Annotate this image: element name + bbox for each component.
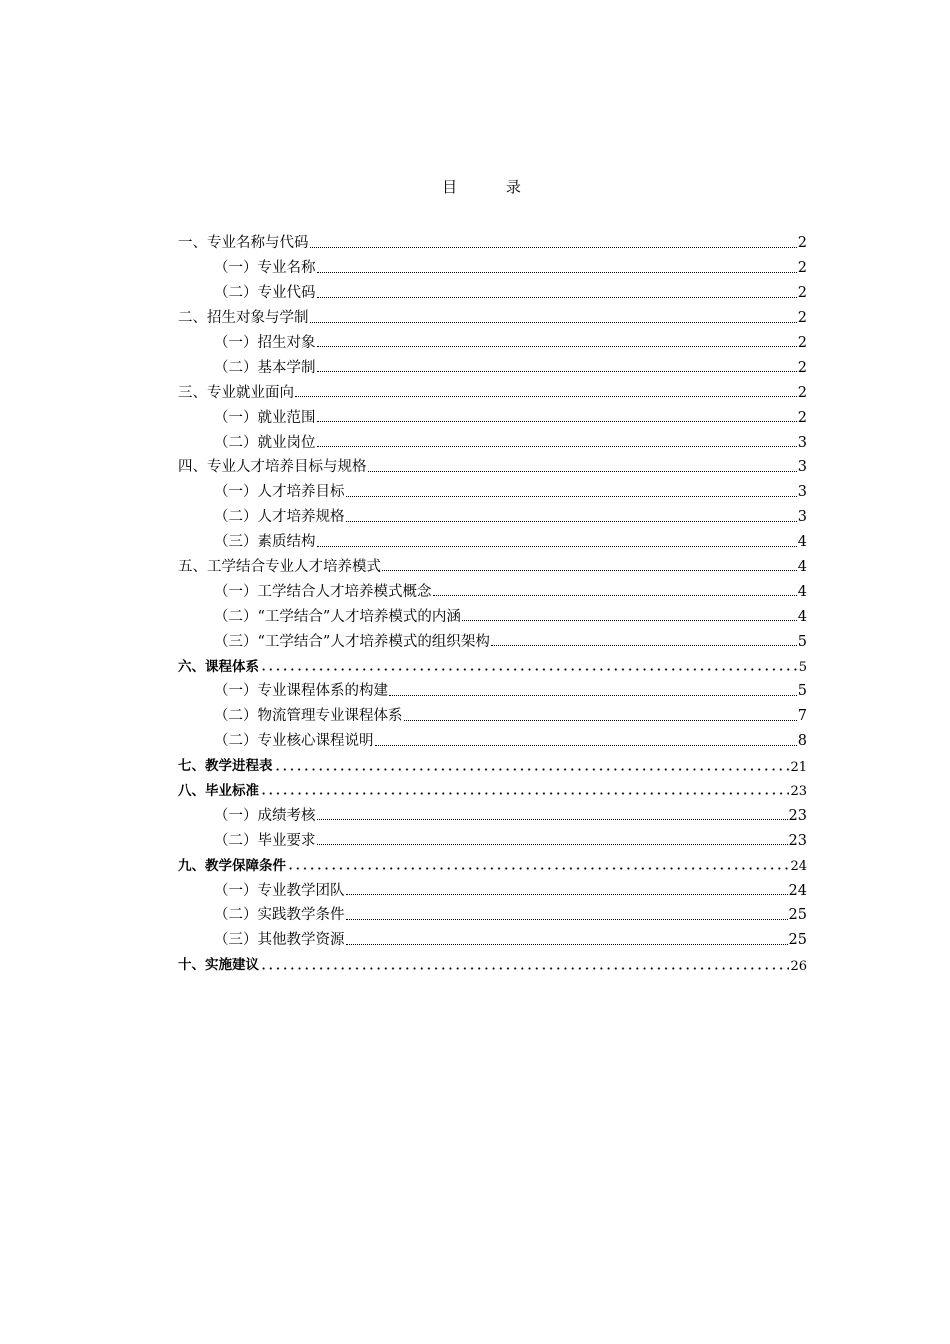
toc-entry[interactable] (178, 674, 807, 699)
toc-entry-page-number: 24 (788, 882, 807, 899)
toc-entry[interactable] (178, 624, 807, 649)
toc-entry-page-number: 2 (797, 260, 807, 277)
toc-entry-title: （二）毕业要求 (214, 832, 316, 849)
toc-entry-title: （三）素质结构 (214, 534, 316, 551)
toc-leader-dots (346, 894, 788, 895)
toc-entry[interactable] (178, 823, 807, 848)
toc-entry[interactable] (178, 649, 807, 674)
toc-entry-title: 十、实施建议 (178, 957, 259, 974)
toc-entry-title: 八、毕业标准 (178, 782, 259, 799)
toc-entry-page-number: 7 (797, 708, 807, 725)
toc-entry-title: 四、专业人才培养目标与规格 (178, 459, 367, 476)
toc-entry-page-number: 25 (788, 932, 807, 949)
toc-entry-page-number: 2 (797, 359, 807, 376)
toc-entry-page-number: 21 (790, 759, 807, 775)
toc-entry-title: （二）物流管理专业课程体系 (214, 708, 403, 725)
toc-leader-dots (368, 471, 797, 472)
toc-entry-page-number: 26 (790, 958, 807, 974)
toc-entry-page-number: 24 (790, 859, 807, 875)
toc-leader-dots (375, 745, 797, 746)
toc-entry[interactable] (178, 350, 807, 375)
toc-entry-page-number: 4 (797, 608, 807, 625)
toc-entry[interactable] (178, 500, 807, 525)
toc-leader-dots (433, 595, 797, 596)
toc-entry-title: 一、专业名称与代码 (178, 235, 309, 252)
toc-leader-dots (404, 720, 797, 721)
toc-leader-dots (317, 297, 797, 298)
toc-entry[interactable] (178, 450, 807, 475)
toc-entry[interactable] (178, 425, 807, 450)
toc-leader-dots (317, 346, 797, 347)
toc-entry-title: （一）工学结合人才培养模式概念 (214, 583, 432, 600)
toc-leader-dots (274, 768, 790, 771)
toc-leader-dots (346, 496, 797, 497)
toc-entry-title: 二、招生对象与学制 (178, 310, 309, 327)
toc-entry[interactable] (178, 550, 807, 575)
toc-entry-title: 七、教学进程表 (178, 758, 273, 775)
toc-leader-dots (491, 645, 797, 646)
toc-leader-dots (462, 620, 797, 621)
toc-leader-dots (317, 272, 797, 273)
toc-leader-dots (260, 668, 798, 671)
toc-entry[interactable] (178, 276, 807, 301)
toc-entry-page-number: 2 (797, 285, 807, 302)
toc-entry-title: （一）人才培养目标 (214, 484, 345, 501)
toc-entry-page-number: 5 (798, 660, 807, 676)
toc-entry-title: （一）招生对象 (214, 334, 316, 351)
toc-leader-dots (317, 371, 797, 372)
toc-entry-page-number: 3 (797, 459, 807, 476)
toc-entry[interactable] (178, 574, 807, 599)
toc-entry[interactable] (178, 948, 807, 973)
toc-entry-title: （一）成绩考核 (214, 807, 316, 824)
toc-entry-title: （一）专业课程体系的构建 (214, 683, 388, 700)
toc-entry-title: （一）专业名称 (214, 260, 316, 277)
toc-entry-page-number: 4 (797, 558, 807, 575)
toc-entry[interactable] (178, 375, 807, 400)
toc-entry-title: （一）就业范围 (214, 409, 316, 426)
toc-entry-page-number: 2 (797, 384, 807, 401)
toc-entry-title: （二）人才培养规格 (214, 509, 345, 526)
table-of-contents (178, 226, 807, 973)
toc-leader-dots (295, 396, 797, 397)
toc-entry[interactable] (178, 699, 807, 724)
toc-entry-title: （三）“工学结合”人才培养模式的组织架构 (214, 633, 490, 650)
toc-entry-page-number: 23 (788, 807, 807, 824)
toc-entry[interactable] (178, 798, 807, 823)
toc-entry-page-number: 2 (797, 235, 807, 252)
toc-leader-dots (287, 867, 789, 870)
toc-entry[interactable] (178, 326, 807, 351)
toc-entry[interactable] (178, 923, 807, 948)
toc-entry-title: （二）专业核心课程说明 (214, 733, 374, 750)
toc-entry[interactable] (178, 251, 807, 276)
toc-entry[interactable] (178, 873, 807, 898)
toc-leader-dots (317, 844, 788, 845)
toc-entry-title: 三、专业就业面向 (178, 384, 294, 401)
toc-entry[interactable] (178, 774, 807, 799)
toc-entry-page-number: 3 (797, 509, 807, 526)
toc-entry-title: （一）专业教学团队 (214, 882, 345, 899)
toc-entry[interactable] (178, 599, 807, 624)
toc-entry-page-number: 3 (797, 434, 807, 451)
toc-entry[interactable] (178, 898, 807, 923)
toc-entry-title: （二）就业岗位 (214, 434, 316, 451)
toc-leader-dots (260, 792, 789, 795)
toc-entry-title: （二）“工学结合”人才培养模式的内涵 (214, 608, 461, 625)
toc-leader-dots (310, 247, 797, 248)
toc-entry-page-number: 8 (797, 733, 807, 750)
toc-entry-title: 九、教学保障条件 (178, 857, 286, 874)
toc-entry[interactable] (178, 400, 807, 425)
toc-entry-page-number: 23 (790, 784, 807, 800)
toc-entry[interactable] (178, 475, 807, 500)
toc-entry-title: （二）基本学制 (214, 359, 316, 376)
toc-entry[interactable] (178, 226, 807, 251)
toc-entry-page-number: 5 (797, 633, 807, 650)
toc-leader-dots (310, 322, 797, 323)
toc-entry[interactable] (178, 724, 807, 749)
toc-entry-title: （三）其他教学资源 (214, 932, 345, 949)
toc-entry-page-number: 2 (797, 334, 807, 351)
toc-entry-page-number: 25 (788, 907, 807, 924)
toc-entry-title: （二）实践教学条件 (214, 907, 345, 924)
toc-entry-page-number: 23 (788, 832, 807, 849)
toc-leader-dots (317, 421, 797, 422)
toc-leader-dots (389, 695, 797, 696)
toc-leader-dots (382, 570, 797, 571)
toc-leader-dots (346, 521, 797, 522)
toc-leader-dots (260, 967, 789, 970)
toc-entry-title: （二）专业代码 (214, 285, 316, 302)
toc-entry[interactable] (178, 301, 807, 326)
toc-entry-page-number: 4 (797, 534, 807, 551)
toc-entry-page-number: 4 (797, 583, 807, 600)
toc-entry-title: 六、课程体系 (178, 658, 259, 675)
toc-entry-page-number: 2 (797, 310, 807, 327)
toc-entry-page-number: 2 (797, 409, 807, 426)
toc-title: 目 录 (442, 178, 543, 196)
toc-leader-dots (317, 546, 797, 547)
toc-leader-dots (346, 919, 788, 920)
toc-leader-dots (317, 819, 788, 820)
toc-entry[interactable] (178, 749, 807, 774)
toc-entry[interactable] (178, 848, 807, 873)
toc-leader-dots (317, 446, 797, 447)
toc-entry[interactable] (178, 525, 807, 550)
toc-entry-page-number: 3 (797, 484, 807, 501)
toc-entry-title: 五、工学结合专业人才培养模式 (178, 558, 381, 575)
toc-entry-page-number: 5 (797, 683, 807, 700)
toc-leader-dots (346, 944, 788, 945)
